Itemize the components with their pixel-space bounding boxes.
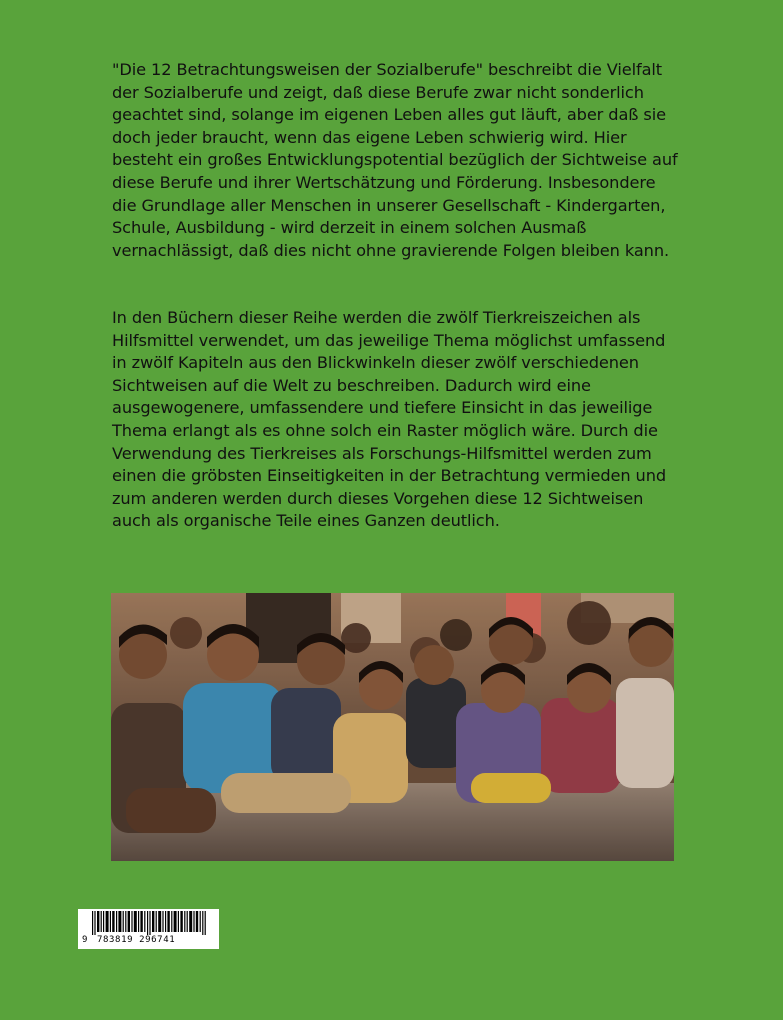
description-paragraph-2 — [112, 307, 684, 533]
barcode-bars — [78, 909, 219, 935]
children-photo — [111, 593, 674, 861]
barcode-digits: 783819 296741 — [97, 935, 176, 945]
barcode-lead-digit: 9 — [82, 935, 88, 945]
description-paragraph-1 — [112, 59, 684, 262]
isbn-barcode — [78, 909, 219, 949]
paragraph-text: "Die 12 Betrachtungsweisen der Sozialberufe" beschreibt die Vielfalt der Sozialberufe und zeigt, daß diese Berufe zwar nicht sonderlich geachtet sind, solange im eigenen Leben alles gut läuft, aber daß sie doch jeder braucht, wenn das eigene Leben schwierig wird. Hier besteht ein großes Entwicklungspotential bezüglich der Sichtweise auf diese Berufe und ihrer Wertschätzung und Förderung. Insbesondere die Grundlage aller Menschen in unserer Gesellschaft - Kindergarten, Schule, Ausbildung - wird derzeit in einem solchen Ausmaß vernachlässigt, daß dies nicht ohne gravierende Folgen bleiben kann. — [112, 60, 678, 260]
paragraph-text: In den Büchern dieser Reihe werden die zwölf Tierkreiszeichen als Hilfsmittel verwendet, um das jeweilige Thema möglichst umfassend in zwölf Kapiteln aus den Blickwinkeln dieser zwölf verschiedenen Sichtweisen auf die Welt zu beschreiben. Dadurch wird eine ausgewogenere, umfassendere und tiefere Einsicht in das jeweilige Thema erlangt als es ohne solch ein Raster möglich wäre. Durch die Verwendung des Tierkreises als Forschungs-Hilfsmittel werden zum einen die gröbsten Einseitigkeiten in der Betrachtung vermieden und zum anderen werden durch dieses Vorgehen diese 12 Sichtweisen auch als organische Teile eines Ganzen deutlich. — [112, 308, 667, 531]
